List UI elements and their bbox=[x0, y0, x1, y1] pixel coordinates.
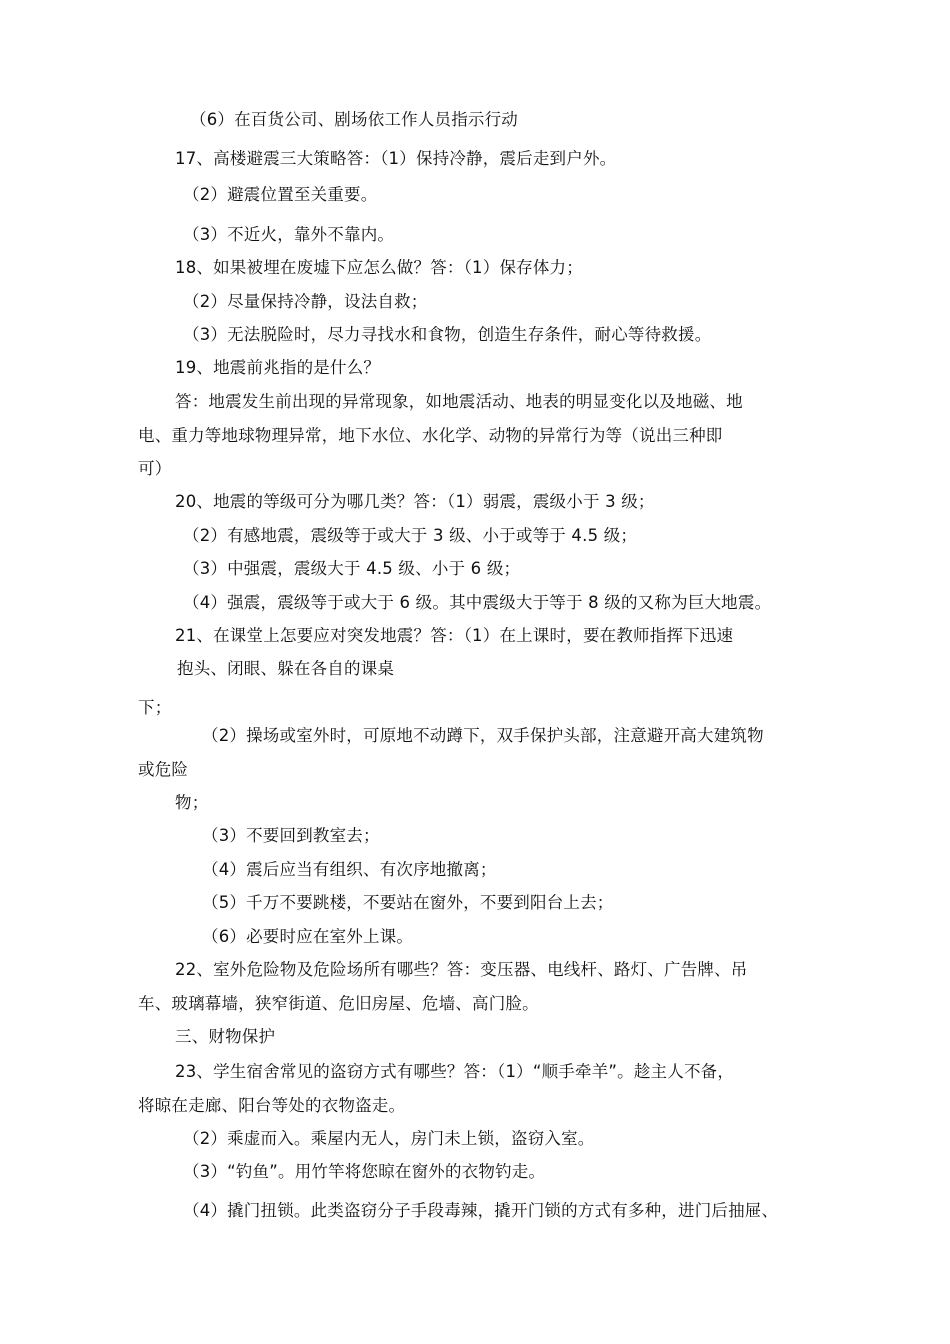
text-line: （3）无法脱险时，尽力寻找水和食物，创造生存条件，耐心等待救援。 bbox=[183, 325, 712, 344]
text-line: （3）不近火，靠外不靠内。 bbox=[183, 225, 395, 244]
text-line: （3）“钓鱼”。用竹竿将您晾在窗外的衣物钓走。 bbox=[183, 1162, 546, 1181]
text-line: （3）不要回到教室去； bbox=[202, 826, 380, 845]
text-line: 下； bbox=[138, 698, 172, 717]
text-line: （2）操场或室外时，可原地不动蹲下，双手保护头部，注意避开高大建筑物 bbox=[202, 726, 764, 745]
text-line: （2）乘虚而入。乘屋内无人，房门未上锁，盗窃入室。 bbox=[183, 1129, 595, 1148]
text-line: 或危险 bbox=[138, 760, 189, 779]
question-22: 22、室外危险物及危险场所有哪些？答：变压器、电线杆、路灯、广告牌、吊 bbox=[175, 960, 748, 979]
text-line: （4）强震，震级等于或大于 6 级。其中震级大于等于 8 级的又称为巨大地震。 bbox=[183, 593, 772, 612]
text-line: （2）有感地震，震级等于或大于 3 级、小于或等于 4.5 级； bbox=[183, 526, 638, 545]
text-line: （6）必要时应在室外上课。 bbox=[202, 927, 414, 946]
answer-19-line: 电、重力等地球物理异常，地下水位、水化学、动物的异常行为等（说出三种即 bbox=[138, 426, 723, 445]
answer-19-line: 答：地震发生前出现的异常现象，如地震活动、地表的明显变化以及地磁、地 bbox=[175, 392, 743, 411]
question-20: 20、地震的等级可分为哪几类？答：（1）弱震，震级小于 3 级； bbox=[175, 492, 655, 511]
question-19: 19、地震前兆指的是什么？ bbox=[175, 358, 381, 377]
text-line: 抱头、闭眼、躲在各自的课桌 bbox=[177, 659, 395, 678]
question-23: 23、学生宿舍常见的盗窃方式有哪些？答：（1）“顺手牵羊”。趁主人不备， bbox=[175, 1062, 735, 1081]
text-line: 车、玻璃幕墙，狭窄街道、危旧房屋、危墙、高门脸。 bbox=[138, 994, 539, 1013]
text-line: （3）中强震，震级大于 4.5 级、小于 6 级； bbox=[183, 559, 521, 578]
text-line: （4）撬门扭锁。此类盗窃分子手段毒辣，撬开门锁的方式有多种，进门后抽屉、 bbox=[183, 1201, 779, 1220]
section-heading: 三、财物保护 bbox=[175, 1027, 276, 1046]
answer-19-line: 可） bbox=[138, 459, 172, 478]
question-17: 17、高楼避震三大策略答：（1）保持冷静，震后走到户外。 bbox=[175, 149, 617, 168]
text-line: （5）千万不要跳楼，不要站在窗外，不要到阳台上去； bbox=[202, 893, 614, 912]
text-line: 将晾在走廊、阳台等处的衣物盗走。 bbox=[138, 1096, 406, 1115]
text-line: （2）尽量保持冷静，设法自救； bbox=[183, 292, 428, 311]
question-21: 21、在课堂上怎要应对突发地震？答：（1）在上课时，要在教师指挥下迅速 bbox=[175, 626, 734, 645]
text-line: （4）震后应当有组织、有次序地撤离； bbox=[202, 860, 497, 879]
text-line: （2）避震位置至关重要。 bbox=[183, 185, 378, 204]
question-18: 18、如果被埋在废墟下应怎么做？答：（1）保存体力； bbox=[175, 258, 583, 277]
text-line: （6）在百货公司、剧场依工作人员指示行动 bbox=[190, 110, 518, 129]
text-line: 物； bbox=[175, 793, 209, 812]
